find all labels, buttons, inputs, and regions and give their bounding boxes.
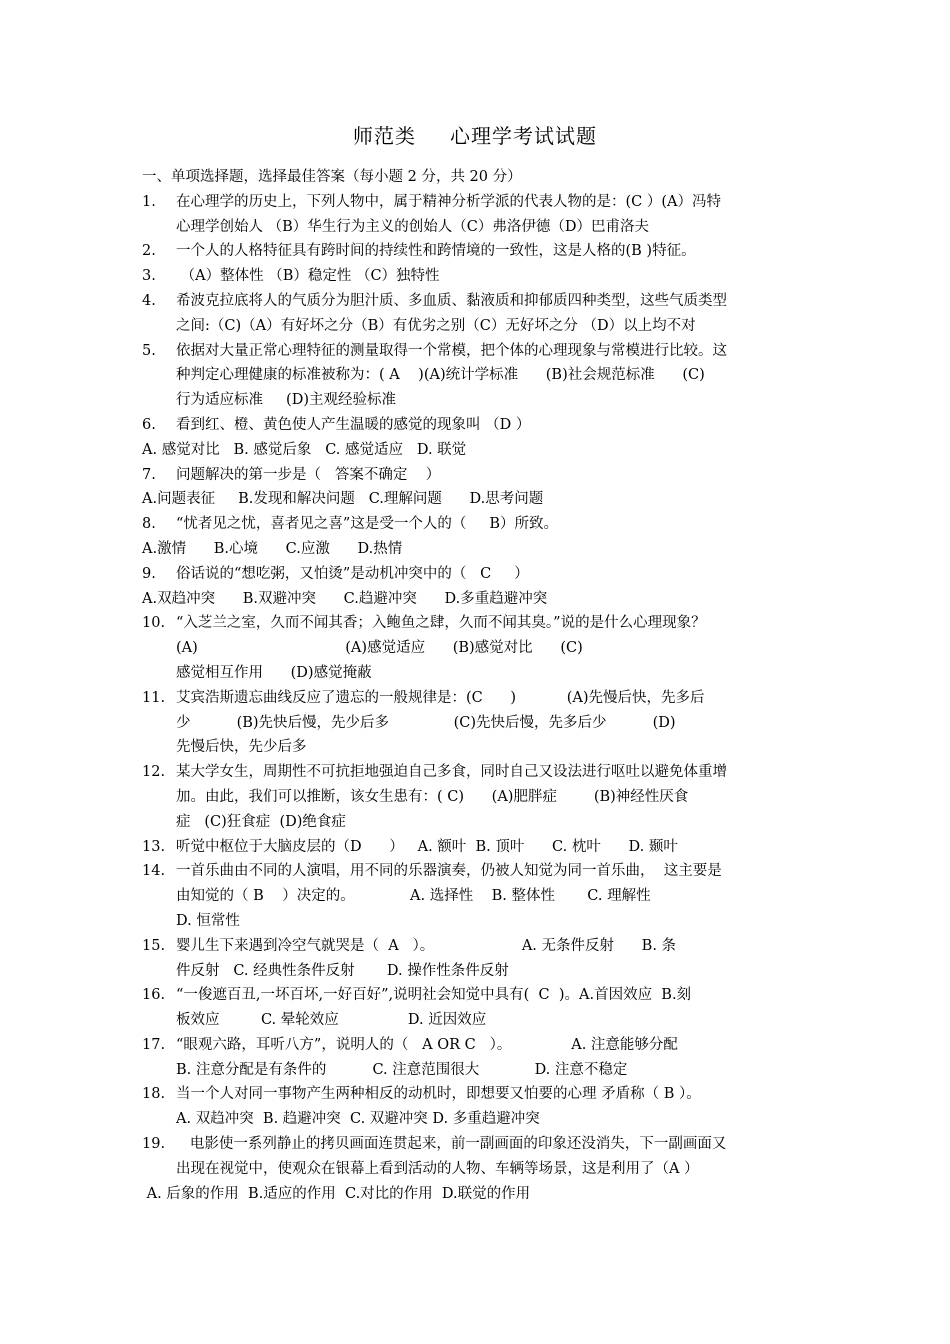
- question-text-line: 之间:（C)（A）有好坏之分（B）有优劣之别（C）无好坏之分 （D）以上均不对: [176, 317, 696, 334]
- question-item: [142, 983, 812, 1033]
- question-item: [142, 512, 812, 537]
- question-item: [142, 760, 812, 834]
- answer-options: A. 后象的作用 B.适应的作用 C.对比的作用 D.联觉的作用: [142, 1185, 531, 1202]
- question-item: [142, 1132, 812, 1182]
- question-item: [142, 859, 812, 933]
- question-number: 10.: [142, 615, 166, 632]
- question-text-line: 加。由此，我们可以推断，该女生患有：( C) (A)肥胖症 (B)神经性厌食: [176, 788, 689, 805]
- question-item: [142, 1082, 812, 1132]
- question-item: [142, 413, 812, 438]
- question-text-line: 在心理学的历史上，下列人物中，属于精神分析学派的代表人物的是：(C ）(A）冯特: [176, 193, 721, 210]
- question-text-line: 板效应 C. 晕轮效应 D. 近因效应: [176, 1012, 487, 1029]
- question-text-line: 出现在视觉中，使观众在银幕上看到活动的人物、车辆等场景，这是利用了（A ）: [176, 1160, 699, 1177]
- title-left: 师范类: [353, 124, 416, 148]
- title-right: 心理学考试试题: [450, 124, 597, 148]
- question-item: [142, 239, 812, 264]
- question-text-line: 症 (C)狂食症 (D)绝食症: [176, 813, 346, 830]
- question-number: 14.: [142, 863, 166, 880]
- question-item: [142, 1033, 812, 1083]
- page-title: [0, 120, 950, 149]
- question-number: 15.: [142, 937, 166, 954]
- question-text-line: 看到红、橙、黄色使人产生温暖的感觉的现象叫 （D ）: [176, 416, 531, 433]
- question-number: 9.: [142, 565, 156, 582]
- question-item: [142, 264, 812, 289]
- question-number: 3.: [142, 268, 156, 285]
- question-text-line: 艾宾浩斯遗忘曲线反应了遗忘的一般规律是：(C ) (A)先慢后快，先多后: [176, 689, 705, 706]
- question-number: 16.: [142, 987, 166, 1004]
- question-text-line: 一个人的人格特征具有跨时间的持续性和跨情境的一致性，这是人格的(B )特征。: [176, 243, 696, 260]
- answer-options: A.双趋冲突 B.双避冲突 C.趋避冲突 D.多重趋避冲突: [142, 590, 548, 607]
- question-number: 11.: [142, 689, 166, 706]
- question-text-line: D. 恒常性: [176, 912, 240, 929]
- question-text-line: “一俊遮百丑,一坏百坏,一好百好”,说明社会知觉中具有( C )。A.首因效应 B.刻: [176, 987, 692, 1004]
- question-text-line: 当一个人对同一事物产生两种相反的动机时，即想要又怕要的心理 矛盾称（ B ）。: [176, 1086, 701, 1103]
- question-text-line: 希波克拉底将人的气质分为胆汁质、多血质、黏液质和抑郁质四种类型，这些气质类型: [176, 292, 727, 309]
- question-text-line: 先慢后快，先少后多: [176, 739, 307, 756]
- question-item: [142, 463, 812, 488]
- question-text-line: 由知觉的（ B ）决定的。 A. 选择性 B. 整体性 C. 理解性: [176, 888, 651, 905]
- question-number: 12.: [142, 764, 166, 781]
- section-heading: 一、单项选择题，选择最佳答案（每小题 2 分，共 20 分）: [142, 169, 522, 185]
- question-number: 4.: [142, 292, 156, 309]
- question-list: [142, 165, 812, 1206]
- question-text-line: (A) (A)感觉适应 (B)感觉对比 (C): [176, 640, 583, 657]
- question-item: [142, 289, 812, 339]
- question-number: 19.: [142, 1136, 166, 1153]
- question-item: [142, 562, 812, 587]
- question-number: 18.: [142, 1086, 166, 1103]
- question-text-line: 行为适应标准 (D)主观经验标准: [176, 392, 396, 409]
- question-item: [142, 686, 812, 760]
- answer-options: A.激情 B.心境 C.应激 D.热情: [142, 540, 403, 557]
- question-text-line: 婴儿生下来遇到冷空气就哭是（ A ）。 A. 无条件反射 B. 条: [176, 937, 677, 954]
- question-number: 13.: [142, 838, 166, 855]
- question-text-line: 听觉中枢位于大脑皮层的（D ） A. 额叶 B. 顶叶 C. 枕叶 D. 颞叶: [176, 838, 678, 855]
- question-text-line: 问题解决的第一步是（ 答案不确定 ）: [176, 466, 441, 483]
- question-text-line: “入芝兰之室，久而不闻其香；入鲍鱼之肆，久而不闻其臭。”说的是什么心理现象？: [176, 615, 706, 632]
- question-text-line: 电影使一系列静止的拷贝画面连贯起来，前一副画面的印象还没消失，下一副画面又: [176, 1136, 727, 1153]
- question-item: [142, 611, 812, 685]
- question-number: 5.: [142, 342, 156, 359]
- question-number: 7.: [142, 466, 156, 483]
- question-text-line: 少 (B)先快后慢，先少后多 (C)先快后慢，先多后少 (D): [176, 714, 676, 731]
- question-text-line: “忧者见之忧，喜者见之喜”这是受一个人的（ B）所致。: [176, 516, 559, 533]
- question-text-line: B. 注意分配是有条件的 C. 注意范围很大 D. 注意不稳定: [176, 1061, 628, 1078]
- question-item: [142, 835, 812, 860]
- question-text-line: 一首乐曲由不同的人演唱，用不同的乐器演奏，仍被人知觉为同一首乐曲， 这主要是: [176, 863, 722, 880]
- question-number: 6.: [142, 416, 156, 433]
- question-text-line: “眼观六路，耳听八方”，说明人的（ A OR C ）。 A. 注意能够分配: [176, 1036, 678, 1053]
- question-text-line: A. 双趋冲突 B. 趋避冲突 C. 双避冲突 D. 多重趋避冲突: [176, 1111, 540, 1128]
- question-number: 17.: [142, 1036, 166, 1053]
- question-number: 2.: [142, 243, 156, 260]
- question-text-line: 心理学创始人 （B）华生行为主义的创始人（C）弗洛伊德（D）巴甫洛夫: [176, 218, 649, 235]
- question-item: [142, 339, 812, 413]
- question-text-line: 件反射 C. 经典性条件反射 D. 操作性条件反射: [176, 962, 509, 979]
- question-item: [142, 190, 812, 240]
- question-text-line: 感觉相互作用 (D)感觉掩蔽: [176, 664, 372, 681]
- question-text-line: 俗话说的“想吃粥，又怕烫”是动机冲突中的（ C ）: [176, 565, 529, 582]
- answer-options: A. 感觉对比 B. 感觉后象 C. 感觉适应 D. 联觉: [142, 441, 467, 458]
- question-item: [142, 934, 812, 984]
- question-number: 8.: [142, 516, 156, 533]
- question-text-line: 种判定心理健康的标准被称为：( A )(A)统计学标准 (B)社会规范标准 (C): [176, 367, 705, 384]
- question-number: 1.: [142, 193, 156, 210]
- question-text-line: 依据对大量正常心理特征的测量取得一个常模，把个体的心理现象与常模进行比较。这: [176, 342, 727, 359]
- question-text-line: （A）整体性 （B）稳定性 （C）独特性: [176, 268, 440, 285]
- answer-options: A.问题表征 B.发现和解决问题 C.理解问题 D.思考问题: [142, 491, 544, 508]
- question-text-line: 某大学女生，周期性不可抗拒地强迫自己多食，同时自己又设法进行呕吐以避免体重增: [176, 764, 727, 781]
